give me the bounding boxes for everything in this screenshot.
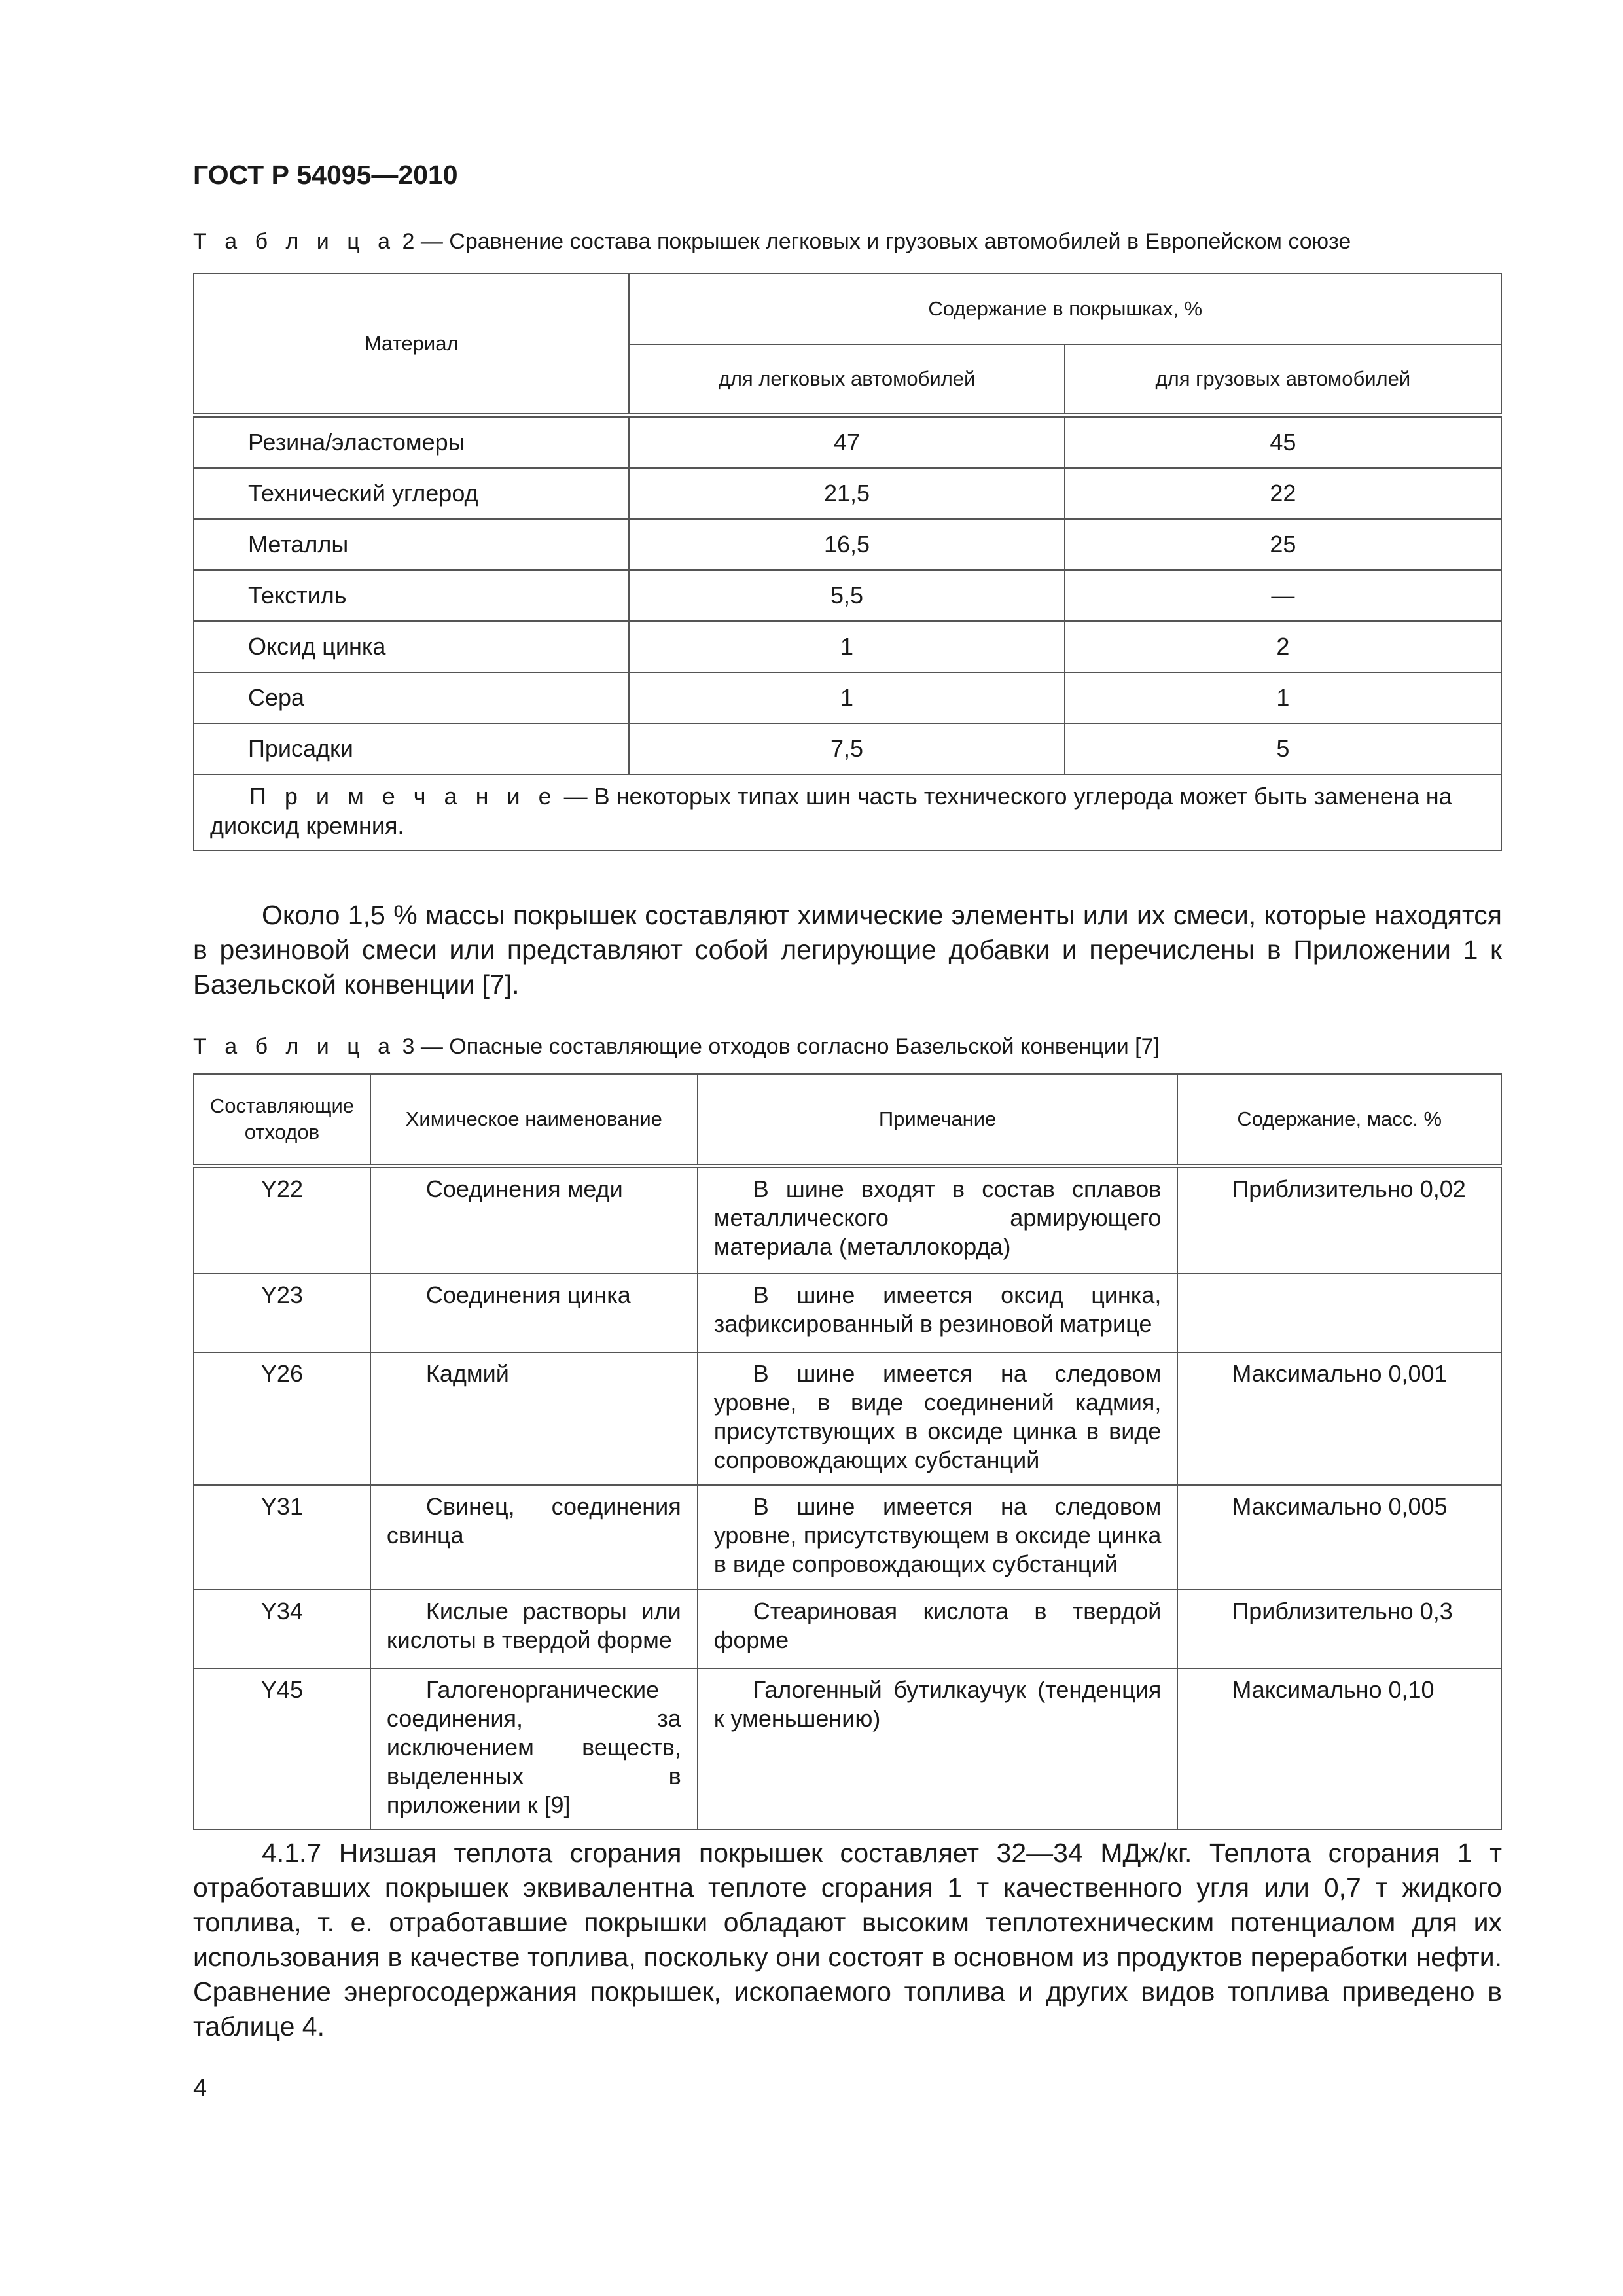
table-row xyxy=(194,723,1501,774)
table2-cell-truck: — xyxy=(1065,570,1501,621)
table-row xyxy=(194,672,1501,723)
table2-cell-truck: 25 xyxy=(1065,519,1501,570)
table-row xyxy=(194,1352,1501,1485)
table2-note xyxy=(194,774,1501,850)
table3-header-note: Примечание xyxy=(698,1074,1178,1166)
table2-cell-passenger: 7,5 xyxy=(629,723,1064,774)
table-row xyxy=(194,621,1501,672)
table3-cell-name: Свинец, соединения свинца xyxy=(370,1485,698,1590)
table3-cell-code: Y26 xyxy=(194,1352,370,1485)
table2-note-prefix: П р и м е ч а н и е xyxy=(249,782,558,810)
paragraph-basel: Около 1,5 % массы покрышек составляют химические элементы или их смеси, которые находятся в резиновой смеси или представляют собой легирующие добавки и перечислены в Приложении 1 к Базельской конвенции [7]. xyxy=(193,900,1502,999)
table2-note-text: — В некоторых типах шин часть технического углерода может быть заменена на диоксид кремния. xyxy=(210,782,1452,839)
table-row xyxy=(194,1166,1501,1274)
table2-header-truck: для грузовых автомобилей xyxy=(1065,344,1501,415)
table3-header-chemical: Химическое наименование xyxy=(370,1074,698,1166)
table3-cell-content: Максимально 0,001 xyxy=(1177,1352,1501,1485)
table-row xyxy=(194,570,1501,621)
table2-cell-truck: 1 xyxy=(1065,672,1501,723)
table2-cell-passenger: 16,5 xyxy=(629,519,1064,570)
table-row xyxy=(194,468,1501,519)
table3-cell-code: Y22 xyxy=(194,1166,370,1274)
table3-cell-content: Максимально 0,10 xyxy=(1177,1668,1501,1829)
table2-cell-passenger: 1 xyxy=(629,621,1064,672)
table2-cell-material: Металлы xyxy=(194,519,629,570)
table2-header-material: Материал xyxy=(194,274,629,415)
table3-cell-note: В шине имеется на следовом уровне, в виде соединений кадмия, присутствующих в оксиде цинка в виде сопровождающих субстанций xyxy=(698,1352,1178,1485)
table3-cell-name: Кадмий xyxy=(370,1352,698,1485)
table2-cell-material: Технический углерод xyxy=(194,468,629,519)
table2-cell-material: Присадки xyxy=(194,723,629,774)
table2-cell-material: Сера xyxy=(194,672,629,723)
table3-caption-text: 3 — Опасные составляющие отходов согласно Базельской конвенции [7] xyxy=(396,1034,1160,1059)
table3-cell-code: Y45 xyxy=(194,1668,370,1829)
table2-header-content: Содержание в покрышках, % xyxy=(629,274,1501,344)
table3-cell-content: Приблизительно 0,3 xyxy=(1177,1590,1501,1668)
table3-cell-note: В шине имеется на следовом уровне, присутствующем в оксиде цинка в виде сопровождающих субстанций xyxy=(698,1485,1178,1590)
table-row xyxy=(194,1485,1501,1590)
table2 xyxy=(193,273,1502,851)
table2-cell-truck: 22 xyxy=(1065,468,1501,519)
table-row xyxy=(194,415,1501,468)
table3-cell-note: В шине входят в состав сплавов металлического армирующего материала (металлокорда) xyxy=(698,1166,1178,1274)
table2-cell-material: Текстиль xyxy=(194,570,629,621)
table3-cell-content: Максимально 0,005 xyxy=(1177,1485,1501,1590)
table3-cell-code: Y31 xyxy=(194,1485,370,1590)
table3-cell-code: Y23 xyxy=(194,1274,370,1352)
table3-cell-name: Кислые растворы или кислоты в твердой форме xyxy=(370,1590,698,1668)
table3-cell-content: Приблизительно 0,02 xyxy=(1177,1166,1501,1274)
table2-cell-truck: 2 xyxy=(1065,621,1501,672)
table2-cell-passenger: 47 xyxy=(629,415,1064,468)
table2-header-passenger: для легковых автомобилей xyxy=(629,344,1064,415)
table2-cell-passenger: 1 xyxy=(629,672,1064,723)
table2-cell-material: Оксид цинка xyxy=(194,621,629,672)
table3-cell-note: В шине имеется оксид цинка, зафиксированный в резиновой матрице xyxy=(698,1274,1178,1352)
table3 xyxy=(193,1073,1502,1830)
table3-cell-code: Y34 xyxy=(194,1590,370,1668)
document-header: ГОСТ Р 54095—2010 xyxy=(193,160,458,190)
table-row xyxy=(194,1590,1501,1668)
table2-caption xyxy=(193,229,1351,255)
paragraph-heat-value: 4.1.7 Низшая теплота сгорания покрышек составляет 32—34 МДж/кг. Теплота сгорания 1 т отработавших покрышек эквивалентна теплоте сгорания 1 т качественного угля или 0,7 т жидкого топлива, т. е. отработавшие покрышки обладают высоким теплотехническим потенциалом для их использования в качестве топлива, поскольку они состоят в основном из продуктов переработки нефти. Сравнение энергосодержания покрышек, ископаемого топлива и других видов топлива приведено в таблице 4. xyxy=(193,1838,1502,2041)
table2-cell-passenger: 21,5 xyxy=(629,468,1064,519)
table3-cell-note: Стеариновая кислота в твердой форме xyxy=(698,1590,1178,1668)
table3-header-components: Составляющие отходов xyxy=(194,1074,370,1166)
table3-cell-name: Соединения меди xyxy=(370,1166,698,1274)
table2-caption-text: 2 — Сравнение состава покрышек легковых и грузовых автомобилей в Европейском союзе xyxy=(396,229,1351,254)
table3-cell-content xyxy=(1177,1274,1501,1352)
table3-caption-prefix: Т а б л и ц а xyxy=(193,1034,397,1059)
table3-header-content: Содержание, масс. % xyxy=(1177,1074,1501,1166)
table2-note-row xyxy=(194,774,1501,850)
table2-cell-truck: 5 xyxy=(1065,723,1501,774)
table-row xyxy=(194,519,1501,570)
table2-cell-passenger: 5,5 xyxy=(629,570,1064,621)
page-number: 4 xyxy=(193,2075,207,2102)
table3-cell-note: Галогенный бутилкаучук (тенденция к уменьшению) xyxy=(698,1668,1178,1829)
table2-cell-truck: 45 xyxy=(1065,415,1501,468)
table3-cell-name: Соединения цинка xyxy=(370,1274,698,1352)
table-row xyxy=(194,1668,1501,1829)
table3-cell-name: Галогенорганические соединения, за исключением веществ, выделенных в приложении к [9] xyxy=(370,1668,698,1829)
table-row xyxy=(194,1274,1501,1352)
table2-cell-material: Резина/эластомеры xyxy=(194,415,629,468)
table3-caption xyxy=(193,1034,1160,1060)
table2-caption-prefix: Т а б л и ц а xyxy=(193,229,397,254)
